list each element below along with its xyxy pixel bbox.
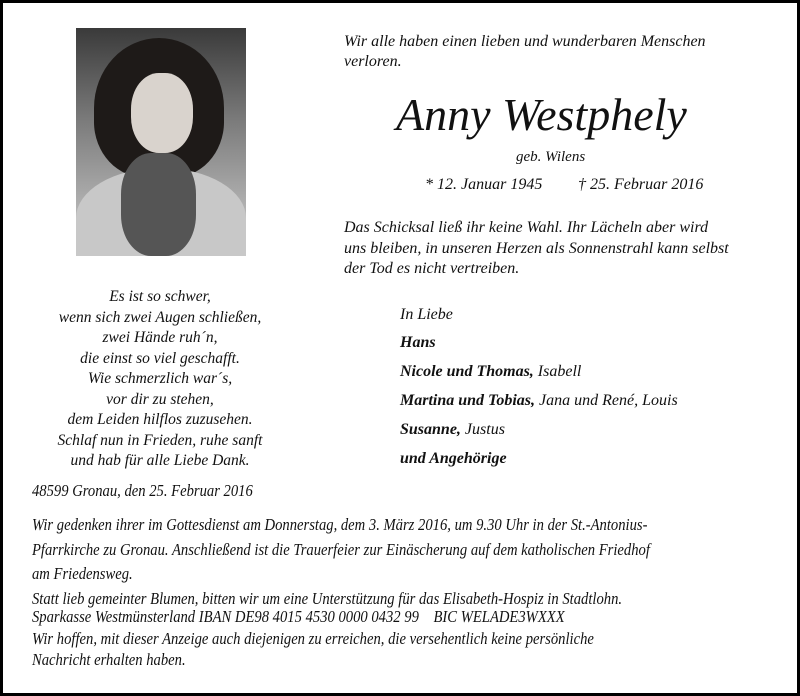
portrait-photo (76, 28, 246, 256)
birth-date: * 12. Januar 1945 (425, 176, 543, 193)
service-line: Wir gedenken ihrer im Gottesdienst am Donnerstag, dem 3. März 2016, um 9.30 Uhr in der St.-Antonius- (32, 515, 648, 534)
death-date: † 25. Februar 2016 (578, 176, 704, 193)
quote-line: uns bleiben, in unseren Herzen als Sonnenstrahl kann selbst (344, 240, 729, 257)
poem-line: Es ist so schwer, (109, 288, 211, 305)
family-names: und Angehörige (400, 450, 507, 467)
poem-line: dem Leiden hilflos zuzusehen. (67, 411, 253, 428)
poem-line: die einst so viel geschafft. (80, 349, 240, 367)
service-line: Pfarrkirche zu Gronau. Anschließend ist die Trauerfeier zur Einäscherung auf dem katholischen Friedhof (32, 540, 650, 559)
donation-line: Statt lieb gemeinter Blumen, bitten wir um eine Unterstützung für das Elisabeth-Hospiz in Stadtlohn. (32, 589, 623, 608)
quote-line: der Tod es nicht vertreiben. (344, 260, 520, 277)
poem-line: wenn sich zwei Augen schließen, (58, 308, 262, 326)
family-extra: Justus (460, 421, 505, 438)
intro-line: Wir alle haben einen lieben und wunderbaren Menschen (344, 33, 706, 50)
poem (30, 287, 290, 472)
deceased-name: Anny Westphely (396, 89, 687, 140)
family-row (400, 450, 507, 468)
maiden-name: geb. Wilens (516, 149, 586, 165)
family-row (400, 392, 678, 410)
family-names: Nicole und Thomas, (400, 363, 534, 380)
poem-line: Schlaf nun in Frieden, ruhe sanft (57, 431, 263, 449)
family-names: Susanne, (400, 421, 461, 438)
poem-line: zwei Hände ruh´n, (102, 329, 218, 346)
poem-line: und hab für alle Liebe Dank. (70, 452, 250, 469)
poem-line: vor dir zu stehen, (106, 390, 214, 408)
family-extra: Jana und René, Louis (535, 392, 678, 409)
closing-line: Wir hoffen, mit dieser Anzeige auch diejenigen zu erreichen, die versehentlich keine persönliche (32, 629, 594, 648)
place-date: 48599 Gronau, den 25. Februar 2016 (32, 481, 253, 500)
quote-line: Das Schicksal ließ ihr keine Wahl. Ihr Lächeln aber wird (344, 219, 709, 236)
family-names: Martina und Tobias, (400, 392, 536, 409)
closing-line: Nachricht erhalten haben. (32, 650, 186, 669)
family-row (400, 334, 436, 352)
family-extra: Isabell (533, 363, 582, 380)
service-line: am Friedensweg. (32, 564, 133, 583)
family-row (400, 421, 505, 439)
family-intro: In Liebe (400, 306, 453, 323)
family-row (400, 363, 581, 381)
family-names: Hans (400, 334, 436, 351)
intro-line: verloren. (344, 53, 402, 70)
poem-line: Wie schmerzlich war´s, (87, 370, 233, 387)
bank-details: Sparkasse Westmünsterland IBAN DE98 4015 4530 0000 0432 99 BIC WELADE3WXXX (32, 607, 565, 626)
